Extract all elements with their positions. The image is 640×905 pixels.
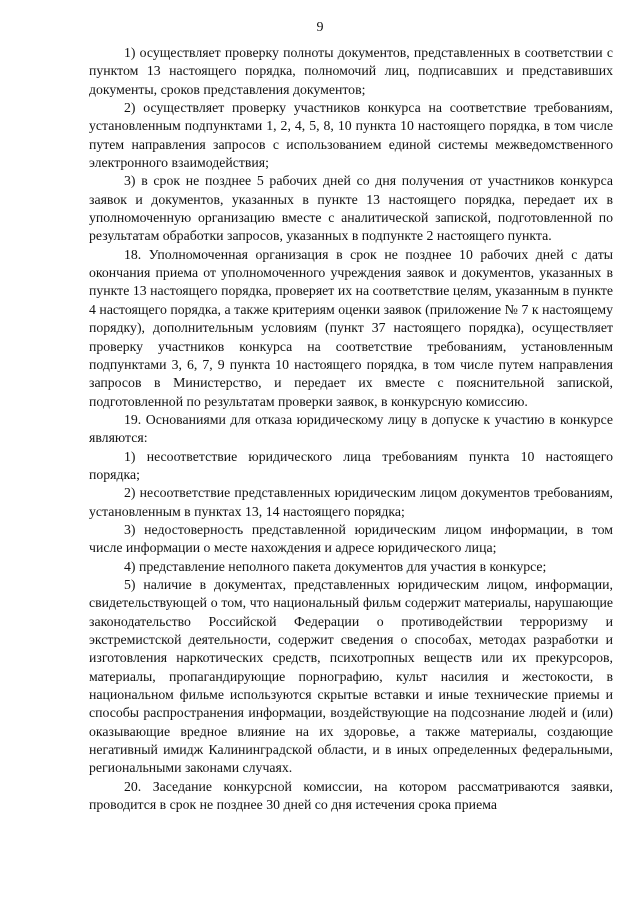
paragraph-19-3: 3) недостоверность представленной юридическим лицом информации, в том числе информации о месте нахождения и адресе юридического лица;: [89, 521, 613, 556]
paragraph-17-1: 1) осуществляет проверку полноты документов, представленных в соответствии с пунктом 13 настоящего порядка, полномочий лиц, подписавших и представивших документы, сроков представления документов;: [89, 45, 613, 97]
paragraph-18: 18. Уполномоченная организация в срок не позднее 10 рабочих дней с даты окончания приема от уполномоченного учреждения заявок и документов, указанных в пункте 13 настоящего порядка, проверяет их на соответствие целям, указанным в пункте 4 настоящего порядка, а также критериям оценки заявок (приложение № 7 к настоящему порядку), дополнительным условиям (пункт 37 настоящего порядка), осуществляет проверку участников конкурса на соответствие требованиям, установленным подпунктами 3, 6, 7, 9 пункта 10 настоящего порядка, в том числе путем направления запросов в Министерство, и передает их вместе с пояснительной запиской, подготовленной по результатам проверки заявок, в конкурсную комиссию.: [89, 246, 613, 409]
paragraph-19: 19. Основаниями для отказа юридическому лицу в допуске к участию в конкурсе являются:: [89, 411, 613, 446]
page-number: 9: [316, 20, 324, 35]
paragraph-17-2: 2) осуществляет проверку участников конкурса на соответствие требованиям, установленным подпунктами 1, 2, 4, 5, 8, 10 пункта 10 настоящего порядка, в том числе путем направления запросов с использованием единой системы межведомственного электронного взаимодействия;: [89, 100, 613, 171]
paragraph-19-5: 5) наличие в документах, представленных юридическим лицом, информации, свидетельствующей о том, что национальный фильм содержит материалы, нарушающие законодательство Российской Федерации о противодействии терроризму и экстремистской деятельности, содержит сведения о способах, методах разработки и изготовления наркотических средств, психотропных веществ или их прекурсоров, материалы, пропагандирующие порнографию, культ насилия и жестокости, в национальном фильме используются скрытые вставки и иные технические приемы и способы распространения информации, воздействующие на подсознание людей и (или) оказывающие вредное влияние на их здоровье, а также материалы, создающие негативный имидж Калининградской области, и в иных определенных федеральными, региональными законами случаях.: [89, 576, 613, 776]
paragraph-19-2: 2) несоответствие представленных юридическим лицом документов требованиям, установленным в пунктах 13, 14 настоящего порядка;: [89, 485, 613, 519]
paragraph-20: 20. Заседание конкурсной комиссии, на котором рассматриваются заявки, проводится в срок не позднее 30 дней со дня истечения срока приема: [89, 778, 613, 813]
document-body: [89, 44, 613, 814]
paragraph-17-3: 3) в срок не позднее 5 рабочих дней со дня получения от участников конкурса заявок и документов, указанных в пункте 13 настоящего порядка, передает их в уполномоченную организацию вместе с аналитической запиской, подготовленной по результатам обработки запросов, указанных в подпункте 2 настоящего пункта.: [89, 173, 613, 244]
paragraph-19-4: 4) представление неполного пакета документов для участия в конкурсе;: [124, 558, 547, 574]
paragraph-19-1: 1) несоответствие юридического лица требованиям пункта 10 настоящего порядка;: [89, 448, 613, 482]
